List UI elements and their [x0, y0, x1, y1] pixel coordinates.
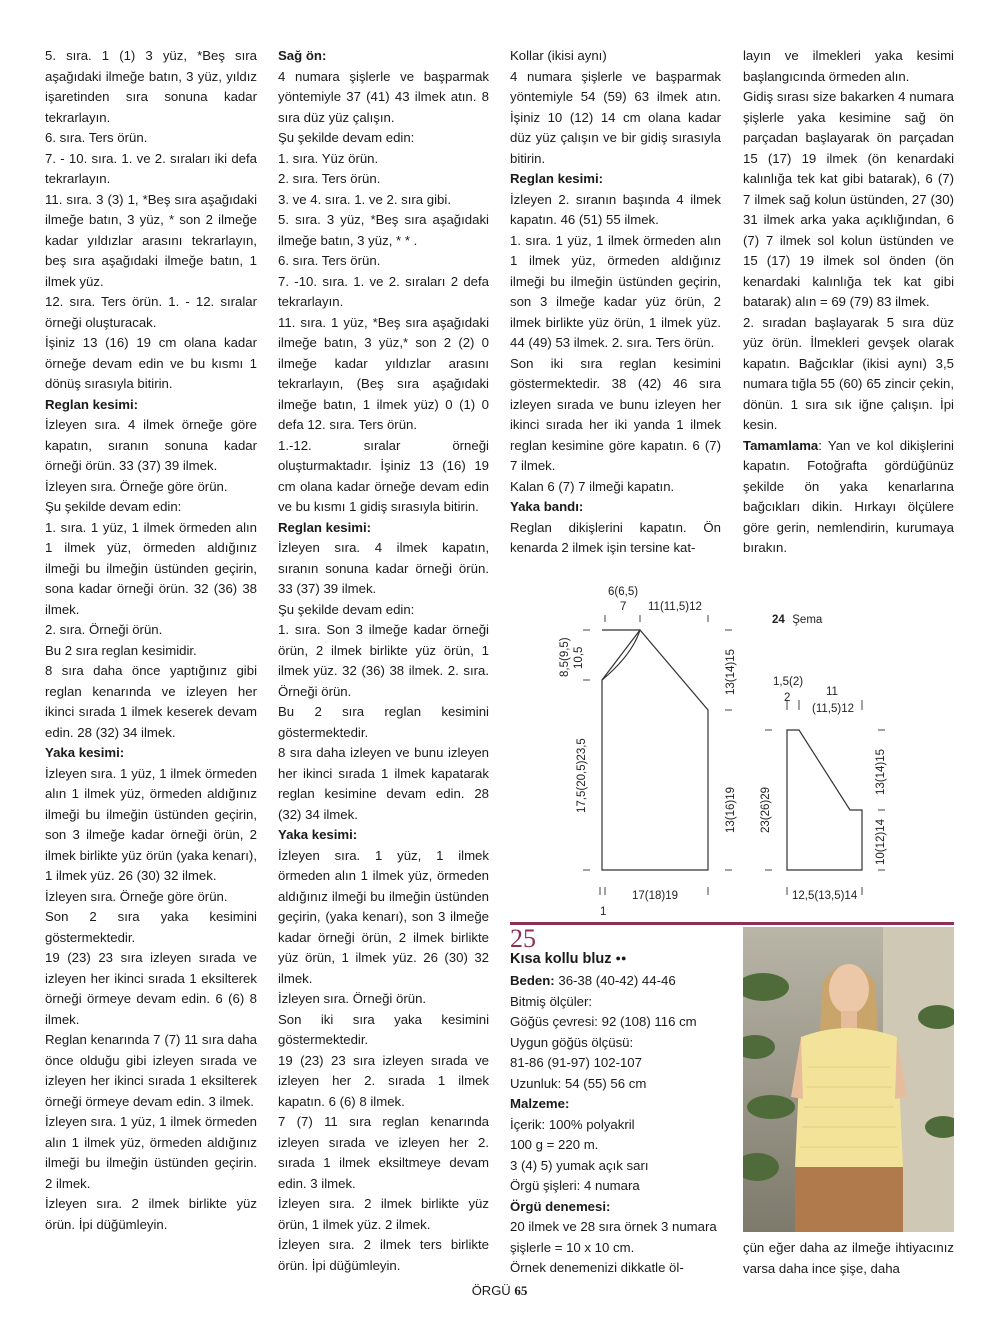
pattern-title-text: Kısa kollu bluz — [510, 951, 612, 967]
dim-front-top-b: 7 — [620, 601, 627, 613]
text-column-2 — [278, 46, 489, 1276]
spec-line: Göğüs çevresi: 92 (108) 116 cm — [510, 1014, 697, 1029]
section-heading: Reglan kesimi: — [45, 396, 139, 412]
paragraph: Son iki sıra yaka kesimini göstermektedir. — [278, 1011, 489, 1047]
spec-label: Beden: — [510, 973, 555, 988]
section-heading: Yaka kesimi: — [45, 745, 125, 760]
paragraph: İzleyen sıra. 1 yüz, 1 ilmek örmeden alın 1 ilmek yüz, örmeden aldığınız ilmeği bu ilmeğin üstünden geçirin, (yaka kenarı), son 3 ilmeğe kadar örneği örün, 2 ilmek birlikte yüz örün, 1 ilmek yüz. 26 (30) 32 ilmek. — [278, 847, 489, 986]
paragraph: Son iki sıra reglan kesimini göstermektedir. 38 (42) 46 sıra izleyen sırada ve bunu izleyen her ikinci sırada her iki yanda 1 ilmek reglan kesimine göre kapatın. 6 (7) 7 ilmek. — [510, 355, 721, 473]
paragraph: İzleyen sıra. 1 yüz, 1 ilmek örmeden alın 1 ilmek yüz, örmeden aldığınız ilmeği bu ilmeğin üstünden geçirin, son 3 ilmeğe kadar örneği örün, 2 ilmek birlikte yüz örün (yaka kenarı), 1 ilmek yüz. 26 (30) 32 ilmek. — [45, 765, 257, 883]
page-number: 65 — [514, 1283, 528, 1298]
paragraph: 1. sıra. 1 yüz, 1 ilmek örmeden alın 1 ilmek yüz, örmeden aldığınız ilmeği bu ilmeğin üstünden geçirin, son 3 ilmeğe kadar yüz örün, 2 ilmek birlikte yüz örün, 1 ilmek yüz. 44 (49) 53 ilmek. 2. sıra. Ters örün. — [510, 232, 721, 350]
paragraph: 4 numara şişlerle ve başparmak yöntemiyle 54 (59) 63 ilmek atın. İşiniz 10 (12) 14 cm olana kadar düz yüz çalışın ve bir gidiş sırasıyla bitirin. — [510, 68, 721, 166]
text-column-4 — [743, 46, 954, 559]
paragraph: İşiniz 13 (16) 19 cm olana kadar örneğe devam edin ve bu kısmı 1 dönüş sırasıyla bitirin. — [45, 335, 257, 391]
paragraph: 19 (23) 23 sıra izleyen sırada ve izleyen her ikinci sırada 1 eksilterek örneği örmeye devam edin. 6 (6) 8 ilmek. — [45, 950, 257, 1027]
spec-line — [510, 971, 721, 992]
spec-line: Örnek denemenizi dikkatle öl- — [510, 1260, 684, 1275]
spec-line: Uzunluk: 54 (55) 56 cm — [510, 1075, 647, 1091]
paragraph: 19 (23) 23 sıra izleyen sırada ve izleyen her 2. sırada 1 ilmek kapatın. 6 (6) 8 ilmek. — [278, 1052, 489, 1109]
pattern-title — [510, 948, 626, 969]
paragraph: Reglan dikişlerini kapatın. Ön kenarda 2 ilmek işin tersine kat- — [510, 519, 721, 555]
dim-front-right-a: 13(14)15 — [725, 648, 737, 695]
schematic-diagram — [510, 585, 954, 920]
spec-line: 20 ilmek ve 28 sıra örnek 3 numara şişlerle = 10 x 10 cm. — [510, 1219, 717, 1255]
page-footer — [0, 1283, 999, 1299]
paragraph: İzleyen 2. sıranın başında 4 ilmek kapatın. 46 (51) 55 ilmek. — [510, 191, 721, 227]
paragraph: Bu 2 sıra reglan kesimini göstermektedir. — [278, 704, 489, 740]
paragraph: İzleyen sıra. Örneği örün. — [278, 991, 427, 1006]
spec-value: 36-38 (40-42) 44-46 — [554, 973, 676, 988]
spec-line: 100 g = 220 m. — [510, 1137, 599, 1152]
paragraph: 8 sıra daha önce yaptığınız gibi reglan kenarında ve izleyen her ikinci sırada 1 ilmek keserek devam edin. 28 (32) 34 ilmek. — [45, 663, 257, 740]
paragraph: Kollar (ikisi aynı) — [510, 48, 607, 63]
paragraph: 4 numara şişlerle ve başparmak yöntemiyle 37 (41) 43 ilmek atın. 8 sıra düz yüz çalışın. — [278, 68, 489, 125]
dim-sleeve-top-c: 11 — [826, 686, 838, 698]
spec-line: Uygun göğüs ölçüsü: — [510, 1034, 634, 1050]
dim-front-top-c: 11(11,5)12 — [648, 601, 702, 613]
dim-front-right-b: 13(16)19 — [725, 786, 737, 833]
difficulty-dots: ●● — [615, 953, 627, 963]
paragraph: 1. sıra. Yüz örün. — [278, 150, 379, 166]
paragraph: Kalan 6 (7) 7 ilmeği kapatın. — [510, 478, 675, 494]
spec-line: 81-86 (91-97) 102-107 — [510, 1055, 642, 1070]
paragraph: 11. sıra. 1 yüz, *Beş sıra aşağıdaki ilmeğe batın, 3 yüz,* son 2 (2) 0 ilmeğe kadar yıldızlar arasını tekrarlayın, (Beş sıra aşağıdaki ilmeğe batın, 1 ilmek yüz) 0 (1) 0 defa 12. sıra. Ters örün. — [278, 314, 489, 432]
section-heading: Reglan kesimi: — [510, 171, 604, 186]
paragraph: layın ve ilmekleri yaka kesimi başlangıcında örmeden alın. — [743, 48, 954, 84]
section-heading: Reglan kesimi: — [278, 519, 372, 535]
text-column-1 — [45, 46, 257, 1235]
paragraph — [743, 436, 954, 559]
dim-front-left-b: 10,5 — [573, 646, 585, 669]
spec-line: Bitmiş ölçüler: — [510, 993, 593, 1009]
pattern-number: 25 — [510, 924, 536, 953]
paragraph: Şu şekilde devam edin: — [45, 499, 182, 514]
paragraph: 8 sıra daha izleyen ve bunu izleyen her ikinci sırada 1 ilmek kapatarak reglan kesimine devam edin. 28 (32) 34 ilmek. — [278, 745, 489, 822]
magazine-name: ÖRGÜ — [471, 1283, 511, 1298]
lead-term: Tamamlama — [743, 437, 819, 453]
paragraph: İzleyen sıra. Örneğe göre örün. — [45, 888, 228, 904]
paragraph: çün eğer daha az ilmeğe ihtiyacınız varsa daha ince şişe, daha — [743, 1240, 954, 1276]
paragraph: 7. - 10. sıra. 1. ve 2. sıraları iki defa tekrarlayın. — [45, 150, 257, 186]
paragraph: İzleyen sıra. 4 ilmek kapatın, sıranın sonuna kadar örneği örün. 33 (37) 39 ilmek. — [278, 540, 489, 596]
paragraph: İzleyen sıra. 4 ilmek örneğe göre kapatın, sıranın sonuna kadar örneği örün. 33 (37) 39 ilmek. — [45, 417, 257, 473]
paragraph: Şu şekilde devam edin: — [278, 601, 415, 617]
dim-sleeve-top-a: 1,5(2) — [773, 676, 804, 688]
pattern-details — [510, 971, 721, 1279]
paragraph: 2. sıra. Örneği örün. — [45, 622, 163, 637]
section-heading: Malzeme: — [510, 1096, 570, 1111]
schema-word: Şema — [792, 614, 823, 626]
dim-sleeve-right-b: 10(12)14 — [875, 818, 887, 865]
dim-sleeve-top-d: (11,5)12 — [812, 703, 854, 715]
dim-sleeve-bottom-a: 12,5(13,5)14 — [792, 890, 858, 902]
paragraph: 7. -10. sıra. 1. ve 2. sıraları 2 defa tekrarlayın. — [278, 273, 489, 309]
schema-number: 24 — [772, 614, 785, 626]
paragraph: 6. sıra. Ters örün. — [278, 253, 381, 268]
dim-front-left-a: 8,5(9,5) — [559, 637, 571, 677]
paragraph: İzleyen sıra. Örneğe göre örün. — [45, 478, 228, 494]
paragraph: 2. sıradan başlayarak 5 sıra düz yüz örün. İlmekleri gevşek olarak kapatın. Bağcıklar (ikisi aynı) 3,5 numara tığla 55 (60) 65 zincir çekin, dönün. 1 sıra sık iğne çalışın. İpi kesin. — [743, 314, 954, 432]
dim-sleeve-right-a: 13(14)15 — [875, 748, 887, 795]
paragraph: 3. ve 4. sıra. 1. ve 2. sıra gibi. — [278, 191, 451, 207]
paragraph-text: : Yan ve kol dikişlerini kapatın. Fotoğrafta gördüğünüz şekilde ön yaka kenarlarına bağcıkları dikin. Hırkayı ölçülere göre gerin, nemlendirin, kurumaya bırakın. — [743, 437, 954, 555]
paragraph: 2. sıra. Ters örün. — [278, 171, 381, 186]
paragraph: 11. sıra. 3 (3) 1, *Beş sıra aşağıdaki ilmeğe batın, 3 yüz, * son 2 ilmeğe kadar yıldızlar arasını tekrarlayın, beş sıra aşağıdaki ilmeğe batın, 1 ilmek yüz. — [45, 191, 257, 289]
paragraph: 1. sıra. 1 yüz, 1 ilmek örmeden alın 1 ilmek yüz, örmeden aldığınız ilmeği bu ilmeğin üstünden geçirin, sona kadar örneği örün. 32 (36) 38 ilmek. — [45, 519, 257, 617]
dim-sleeve-left-a: 23(26)29 — [760, 786, 772, 833]
paragraph: 1.-12. sıralar örneği oluşturmaktadır. İşiniz 13 (16) 19 cm olana kadar örneğe devam edin ve bu kısmı 1 gidiş sırasıyla bitirin. — [278, 437, 489, 514]
spec-line: Örgü şişleri: 4 numara — [510, 1178, 640, 1193]
section-heading: Örgü denemesi: — [510, 1198, 611, 1214]
dim-sleeve-top-b: 2 — [784, 692, 791, 704]
dim-front-left-c: 17,5(20,5)23,5 — [576, 738, 588, 813]
dim-front-bottom-b: 1 — [600, 906, 607, 918]
paragraph: İzleyen sıra. 2 ilmek birlikte yüz örün. İpi düğümleyin. — [45, 1196, 257, 1232]
paragraph: Reglan kenarında 7 (7) 11 sıra daha önce olduğu gibi izleyen sırada ve izleyen her ikinci sırada 1 eksilterek örneği örmeye devam edin. 3 ilmek. — [45, 1032, 257, 1109]
dim-front-top-a: 6(6,5) — [608, 586, 639, 598]
section-divider — [510, 922, 954, 925]
paragraph: 7 (7) 11 sıra reglan kenarında izleyen sırada ve izleyen her 2. sırada 1 ilmek eksiltmeye devam edin. 3 ilmek. — [278, 1114, 489, 1191]
paragraph: 6. sıra. Ters örün. — [45, 130, 148, 145]
spec-line: 3 (4) 5) yumak açık sarı — [510, 1157, 649, 1173]
paragraph: İzleyen sıra. 2 ilmek ters birlikte örün. İpi düğümleyin. — [278, 1237, 489, 1273]
paragraph: 5. sıra. 1 (1) 3 yüz, *Beş sıra aşağıdaki ilmeğe batın, 3 yüz, yıldız işaretinden sıra sonuna kadar tekrarlayın. — [45, 48, 257, 125]
schema-label — [772, 610, 823, 627]
section-heading: Sağ ön: — [278, 48, 327, 63]
dim-front-bottom-a: 17(18)19 — [632, 890, 679, 902]
paragraph: İzleyen sıra. 2 ilmek birlikte yüz örün, 1 ilmek yüz. 2 ilmek. — [278, 1196, 489, 1232]
section-heading: Yaka bandı: — [510, 499, 584, 514]
pattern-continued — [743, 1238, 954, 1279]
model-photo — [743, 927, 954, 1232]
spec-line: İçerik: 100% polyakril — [510, 1116, 635, 1132]
paragraph: 5. sıra. 3 yüz, *Beş sıra aşağıdaki ilmeğe batın, 3 yüz, * * . — [278, 212, 489, 248]
paragraph: Gidiş sırası size bakarken 4 numara şişlerle yaka kesimine sağ ön parçadan başlayarak ön parçadan 15 (17) 19 ilmek (ön kenardaki kalınlığa tek kat gibi batarak), 6 (7) 7 ilmek sağ kolun üstünden, 27 (30) 31 ilmek arka yaka açıklığından, 6 (7) 7 ilmek sol kolun üstünden ve 15 (17) 19 ilmek sol önden (ön kenardaki kalınlığa tek kat gibi batarak) alın = 69 (79) 83 ilmek. — [743, 89, 954, 309]
paragraph: Son 2 sıra yaka kesimini göstermektedir. — [45, 909, 257, 945]
paragraph: Bu 2 sıra reglan kesimidir. — [45, 642, 197, 658]
blouse-photo-illustration — [743, 927, 954, 1232]
paragraph: 12. sıra. Ters örün. 1. - 12. sıralar örneği oluşturacak. — [45, 294, 257, 330]
section-heading: Yaka kesimi: — [278, 827, 358, 842]
paragraph: 1. sıra. Son 3 ilmeğe kadar örneği örün, 2 ilmek birlikte yüz örün, 1 ilmek yüz. 32 (36) 38 ilmek. 2. sıra. Örneği örün. — [278, 622, 489, 699]
paragraph: İzleyen sıra. 1 yüz, 1 ilmek örmeden alın 1 ilmek yüz, örmeden aldığınız ilmeği bu ilmeğin üstünden geçirin. 2 ilmek. — [45, 1114, 257, 1191]
paragraph: Şu şekilde devam edin: — [278, 130, 415, 145]
text-column-3 — [510, 46, 721, 559]
sleeve-piece-outline — [787, 730, 862, 870]
